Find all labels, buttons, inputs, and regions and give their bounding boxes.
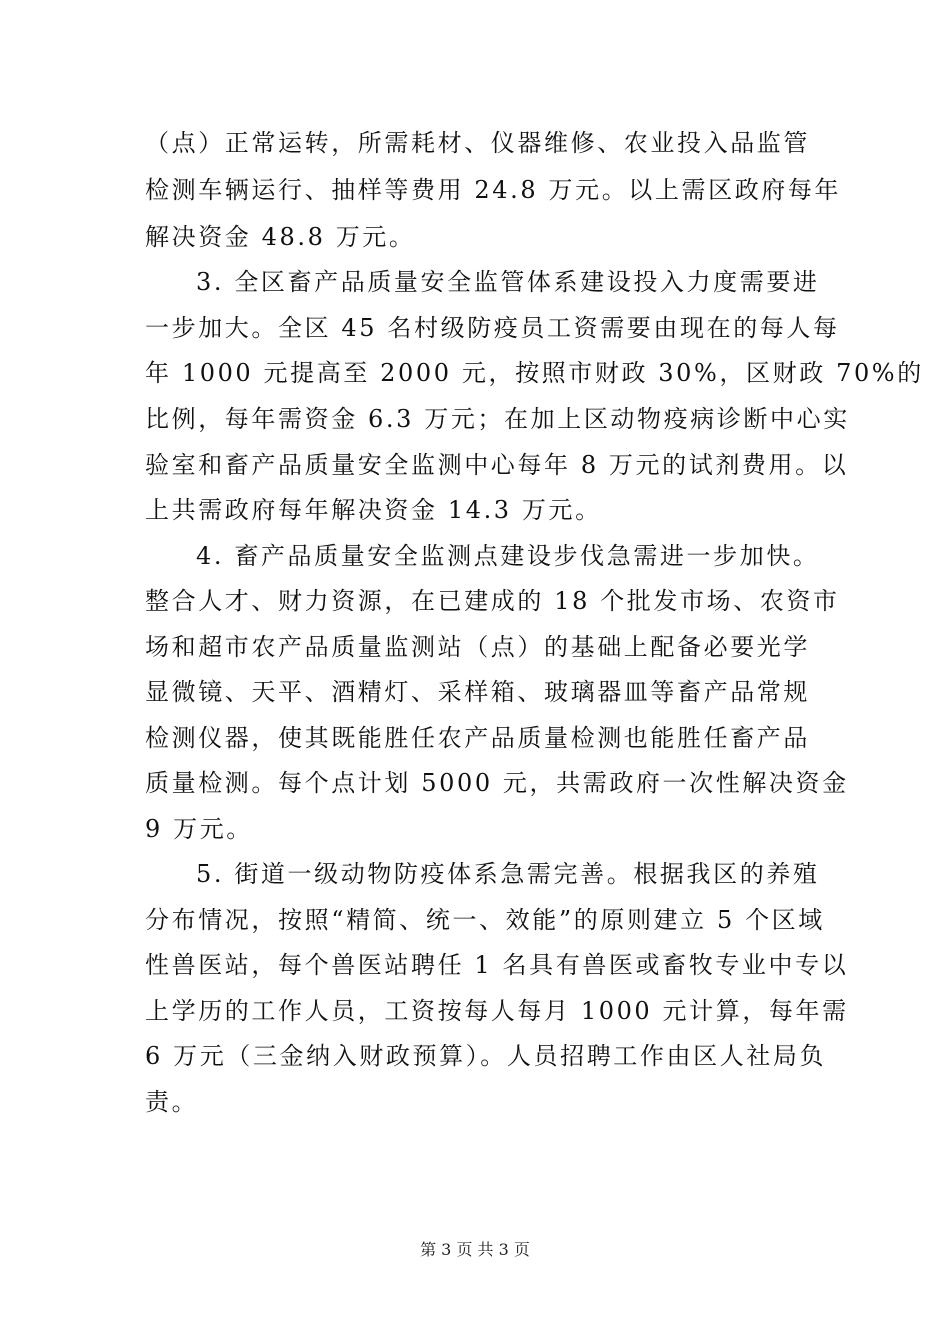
text-line: 上共需政府每年解决资金 14.3 万元。: [145, 496, 602, 524]
text-line: 年 1000 元提高至 2000 元，按照市财政 30%，区财政 70%的: [145, 359, 924, 387]
text-line: 责。: [145, 1088, 199, 1116]
paragraph-5-start: 5. 街道一级动物防疫体系急需完善。根据我区的养殖: [196, 860, 820, 888]
text-line: 一步加大。全区 45 名村级防疫员工资需要由现在的每人每: [145, 314, 840, 342]
text-line: 9 万元。: [145, 815, 253, 843]
page-number-footer: 第 3 页 共 3 页: [420, 1240, 530, 1259]
text-line: 整合人才、财力资源，在已建成的 18 个批发市场、农资市: [145, 587, 840, 615]
paragraph-4-start: 4. 畜产品质量安全监测点建设步伐急需进一步加快。: [196, 542, 820, 570]
text-line: 质量检测。每个点计划 5000 元，共需政府一次性解决资金: [145, 769, 849, 797]
text-line: 性兽医站，每个兽医站聘任 1 名具有兽医或畜牧专业中专以: [145, 951, 849, 979]
text-line: 场和超市农产品质量监测站（点）的基础上配备必要光学: [145, 633, 810, 661]
text-line: 检测车辆运行、抽样等费用 24.8 万元。以上需区政府每年: [145, 176, 842, 204]
text-line: 上学历的工作人员，工资按每人每月 1000 元计算，每年需: [145, 997, 849, 1025]
text-line: （点）正常运转，所需耗材、仪器维修、农业投入品监管: [145, 129, 810, 157]
text-line: 验室和畜产品质量安全监测中心每年 8 万元的试剂费用。以: [145, 451, 849, 479]
text-line: 检测仪器，使其既能胜任农产品质量检测也能胜任畜产品: [145, 724, 810, 752]
text-line: 分布情况，按照“精简、统一、效能”的原则建立 5 个区域: [145, 906, 825, 934]
text-line: 显微镜、天平、酒精灯、采样箱、玻璃器皿等畜产品常规: [145, 678, 810, 706]
text-line: 解决资金 48.8 万元。: [145, 223, 416, 251]
text-line: 6 万元（三金纳入财政预算）。人员招聘工作由区人社局负: [145, 1042, 827, 1070]
text-line: 比例，每年需资金 6.3 万元；在加上区动物疫病诊断中心实: [145, 405, 850, 433]
paragraph-3-start: 3. 全区畜产品质量安全监管体系建设投入力度需要进: [196, 268, 820, 296]
